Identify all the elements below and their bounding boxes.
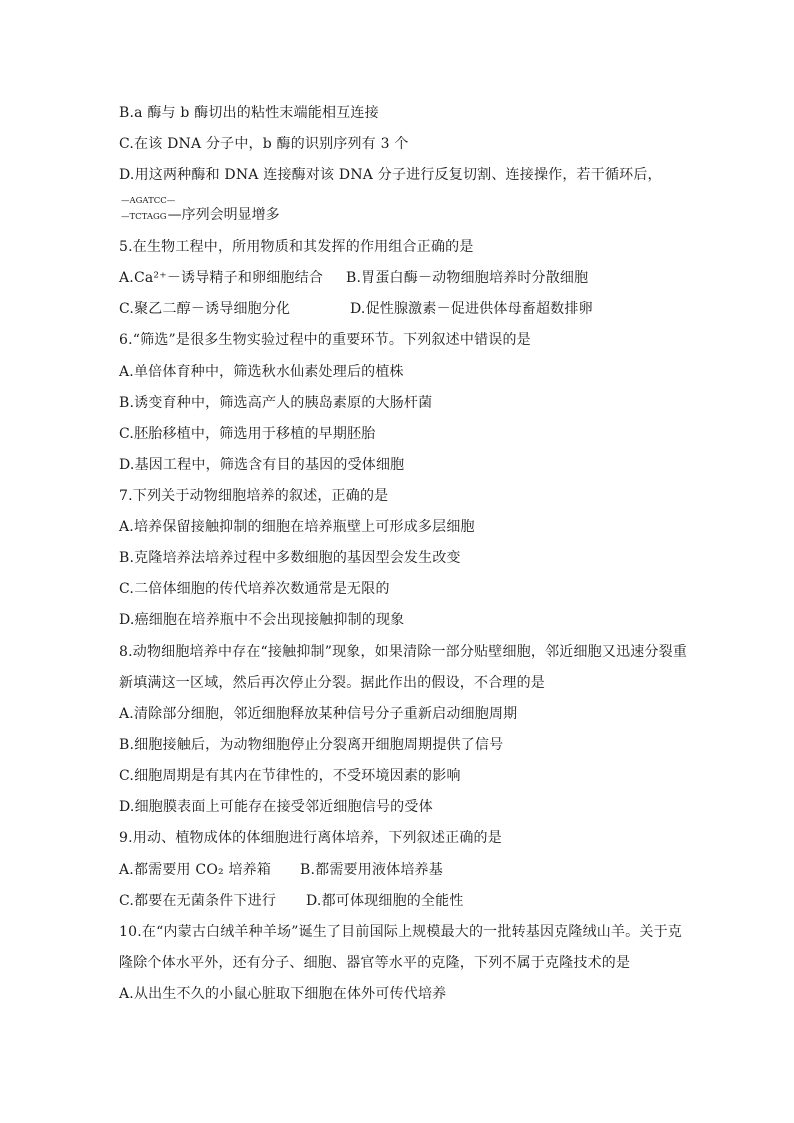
q5-option-c: C.聚乙二醇－诱导细胞分化 <box>119 301 291 317</box>
q6-option-b: B.诱变育种中，筛选高产人的胰岛素原的大肠杆菌 <box>119 395 433 411</box>
q8-stem-line-2: 新填满这一区域，然后再次停止分裂。据此作出的假设，不合理的是 <box>119 675 545 691</box>
q4-sequence-top-strand: —AGATCC— <box>121 196 176 206</box>
q4-option-d: D.用这两种酶和 DNA 连接酶对该 DNA 分子进行反复切割、连接操作，若干循环后， <box>119 167 662 183</box>
q6-stem: 6.“筛选”是很多生物实验过程中的重要环节。下列叙述中错误的是 <box>119 332 531 348</box>
q7-stem: 7.下列关于动物细胞培养的叙述，正确的是 <box>119 488 389 504</box>
q6-option-a: A.单倍体育种中，筛选秋水仙素处理后的植株 <box>119 364 404 380</box>
q9-stem: 9.用动、植物成体的体细胞进行离体培养，下列叙述正确的是 <box>119 830 502 846</box>
q4-option-b: B.a 酶与 b 酶切出的粘性末端能相互连接 <box>119 105 379 121</box>
q7-option-b: B.克隆培养法培养过程中多数细胞的基因型会发生改变 <box>119 550 461 566</box>
q9-option-b: B.都需要用液体培养基 <box>300 862 443 878</box>
q4-sequence-bottom-text: —TCTAGG <box>121 212 167 222</box>
q7-option-d: D.癌细胞在培养瓶中不会出现接触抑制的现象 <box>119 612 405 628</box>
q5-option-d: D.促性腺激素－促进供体母畜超数排卵 <box>350 301 593 317</box>
q9-option-a: A.都需要用 CO₂ 培养箱 <box>119 862 272 878</box>
q6-option-d: D.基因工程中，筛选含有目的基因的受体细胞 <box>119 457 405 473</box>
q4-option-c: C.在该 DNA 分子中，b 酶的识别序列有 3 个 <box>119 136 409 152</box>
q4-sequence-bottom-strand <box>121 207 280 223</box>
q8-option-c: C.细胞周期是有其内在节律性的，不受环境因素的影响 <box>119 768 461 784</box>
q9-option-d: D.都可体现细胞的全能性 <box>306 893 464 909</box>
q6-option-c: C.胚胎移植中，筛选用于移植的早期胚胎 <box>119 426 376 442</box>
q10-option-a: A.从出生不久的小鼠心脏取下细胞在体外可传代培养 <box>119 986 447 1002</box>
q4-sequence-tail: —序列会明显增多 <box>167 207 280 223</box>
q9-option-c: C.都要在无菌条件下进行 <box>119 893 277 909</box>
q10-stem-line-2: 隆除个体水平外，还有分子、细胞、器官等水平的克隆，下列不属于克隆技术的是 <box>119 955 631 971</box>
q8-option-b: B.细胞接触后，为动物细胞停止分裂离开细胞周期提供了信号 <box>119 737 504 753</box>
q7-option-a: A.培养保留接触抑制的细胞在培养瓶壁上可形成多层细胞 <box>119 519 475 535</box>
q5-option-b: B.胃蛋白酶－动物细胞培养时分散细胞 <box>346 270 589 286</box>
q8-option-d: D.细胞膜表面上可能存在接受邻近细胞信号的受体 <box>119 799 433 815</box>
q5-option-a: A.Ca²⁺－诱导精子和卵细胞结合 <box>119 270 324 286</box>
q7-option-c: C.二倍体细胞的传代培养次数通常是无限的 <box>119 581 390 597</box>
q5-stem: 5.在生物工程中，所用物质和其发挥的作用组合正确的是 <box>119 239 474 255</box>
q10-stem-line-1: 10.在“内蒙古白绒羊种羊场”诞生了目前国际上规模最大的一批转基因克隆绒山羊。关于克 <box>119 924 682 940</box>
q8-stem-line-1: 8.动物细胞培养中存在“接触抑制”现象，如果清除一部分贴壁细胞，邻近细胞又迅速分裂重 <box>119 644 688 660</box>
q8-option-a: A.清除部分细胞，邻近细胞释放某种信号分子重新启动细胞周期 <box>119 706 518 722</box>
